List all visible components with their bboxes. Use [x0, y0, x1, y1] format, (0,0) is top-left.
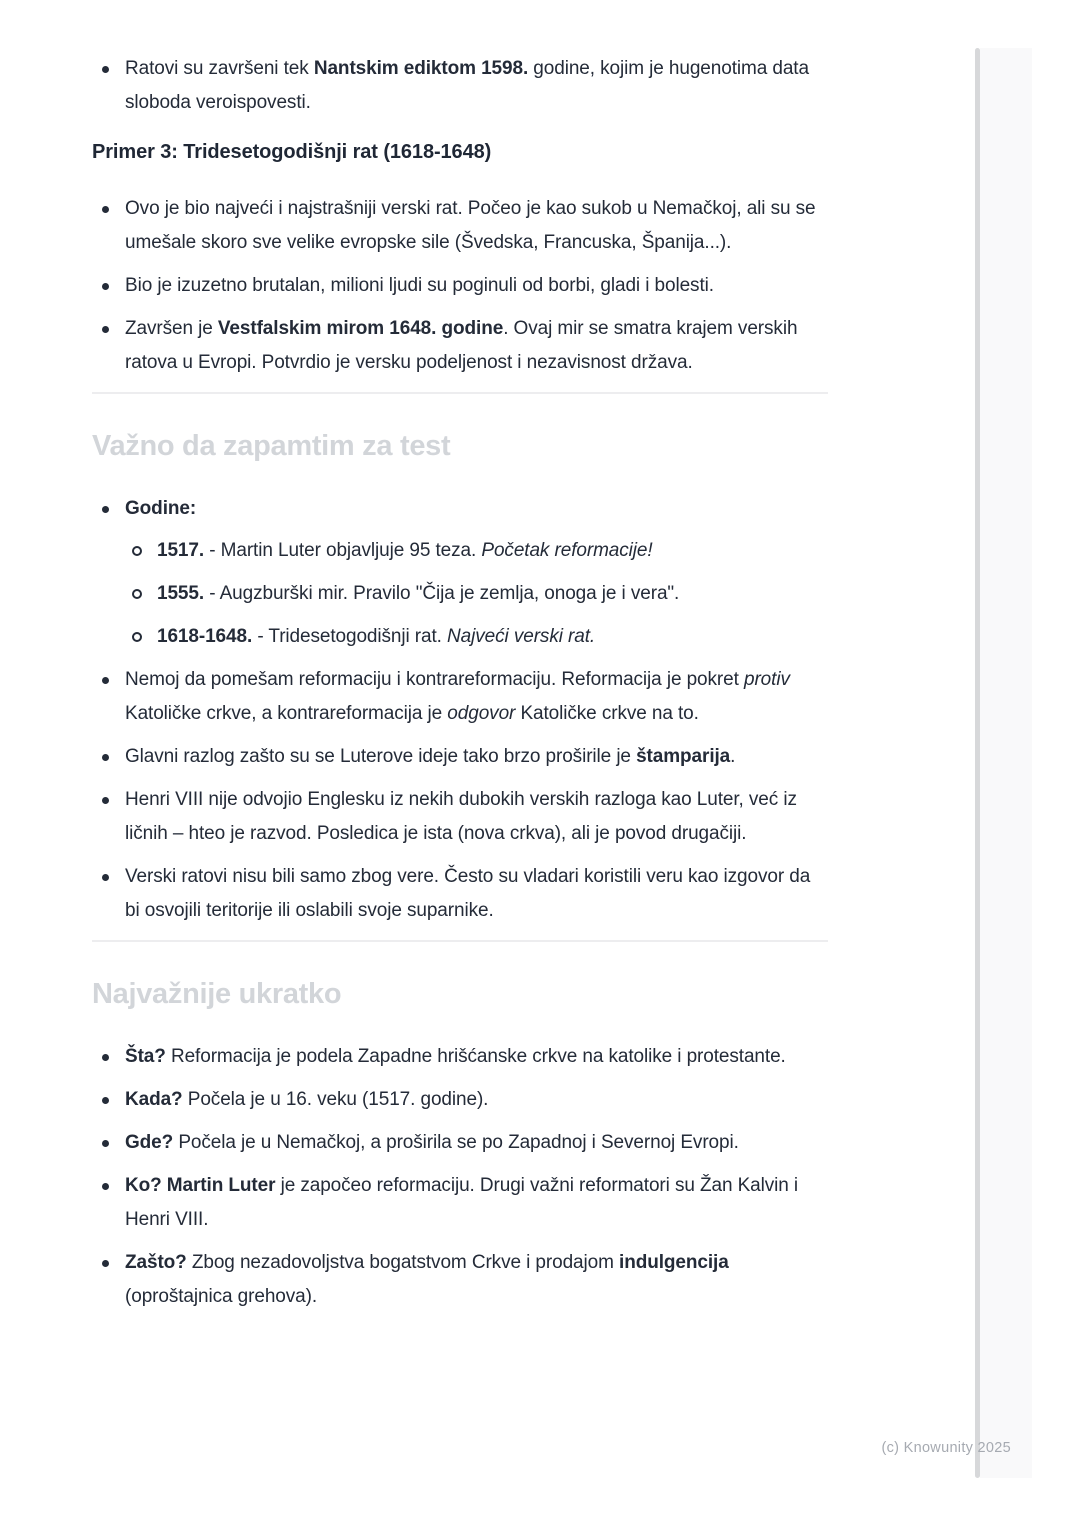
primer3-list	[92, 192, 828, 380]
godine-label: Godine:	[125, 498, 197, 519]
list-item	[92, 492, 828, 654]
document-content	[92, 52, 828, 1323]
list-item: Verski ratovi nisu bili samo zbog vere. Često su vladari koristili veru kao izgovor da bi osvojili teritorije ili oslabili svoje suparnike.	[92, 860, 828, 928]
section-divider	[92, 940, 828, 942]
primer3-heading: Primer 3: Tridesetogodišnji rat (1618-1648)	[92, 141, 492, 163]
sub-list-item: 1517. - Martin Luter objavljuje 95 teza. Početak reformacije!	[125, 534, 828, 568]
list-item: Zašto? Zbog nezadovoljstva bogatstvom Crkve i prodajom indulgencija (oproštajnica grehova).	[92, 1246, 828, 1314]
list-item: Ovo je bio najveći i najstrašniji verski rat. Počeo je kao sukob u Nemačkoj, ali su se umešale skoro sve velike evropske sile (Švedska, Francuska, Španija...).	[92, 192, 828, 260]
intro-list	[92, 52, 828, 120]
section-divider	[92, 392, 828, 394]
list-item: Šta? Reformacija je podela Zapadne hrišćanske crkve na katolike i protestante.	[92, 1040, 828, 1074]
next-page-edge-panel	[980, 48, 1032, 1478]
najvaznije-list	[92, 1040, 828, 1314]
godine-sublist	[125, 534, 828, 654]
watermark: (c) Knowunity 2025	[881, 1440, 1011, 1456]
list-item: Ratovi su završeni tek Nantskim ediktom 1598. godine, kojim je hugenotima data sloboda veroispovesti.	[92, 52, 828, 120]
vazno-list	[92, 492, 828, 928]
sub-list-item: 1555. - Augzburški mir. Pravilo "Čija je zemlja, onoga je i vera".	[125, 577, 828, 611]
scrollbar-thumb[interactable]	[975, 48, 980, 1478]
list-item: Završen je Vestfalskim mirom 1648. godine. Ovaj mir se smatra krajem verskih ratova u Evropi. Potvrdio je versku podeljenost i nezavisnost država.	[92, 312, 828, 380]
list-item: Bio je izuzetno brutalan, milioni ljudi su poginuli od borbi, gladi i bolesti.	[92, 269, 828, 303]
section-heading-vazno: Važno da zapamtim za test	[92, 430, 451, 462]
list-item: Kada? Počela je u 16. veku (1517. godine).	[92, 1083, 828, 1117]
list-item: Glavni razlog zašto su se Luterove ideje tako brzo proširile je štamparija.	[92, 740, 828, 774]
list-item: Gde? Počela je u Nemačkoj, a proširila se po Zapadnoj i Severnoj Evropi.	[92, 1126, 828, 1160]
list-item: Nemoj da pomešam reformaciju i kontrareformaciju. Reformacija je pokret protiv Katoličke crkve, a kontrareformacija je odgovor Katoličke crkve na to.	[92, 663, 828, 731]
sub-list-item: 1618-1648. - Tridesetogodišnji rat. Najveći verski rat.	[125, 620, 828, 654]
list-item: Ko? Martin Luter je započeo reformaciju. Drugi važni reformatori su Žan Kalvin i Henri VIII.	[92, 1169, 828, 1237]
section-heading-najvaznije: Najvažnije ukratko	[92, 978, 342, 1010]
list-item: Henri VIII nije odvojio Englesku iz nekih dubokih verskih razloga kao Luter, već iz ličnih – hteo je razvod. Posledica je ista (nova crkva), ali je povod drugačiji.	[92, 783, 828, 851]
